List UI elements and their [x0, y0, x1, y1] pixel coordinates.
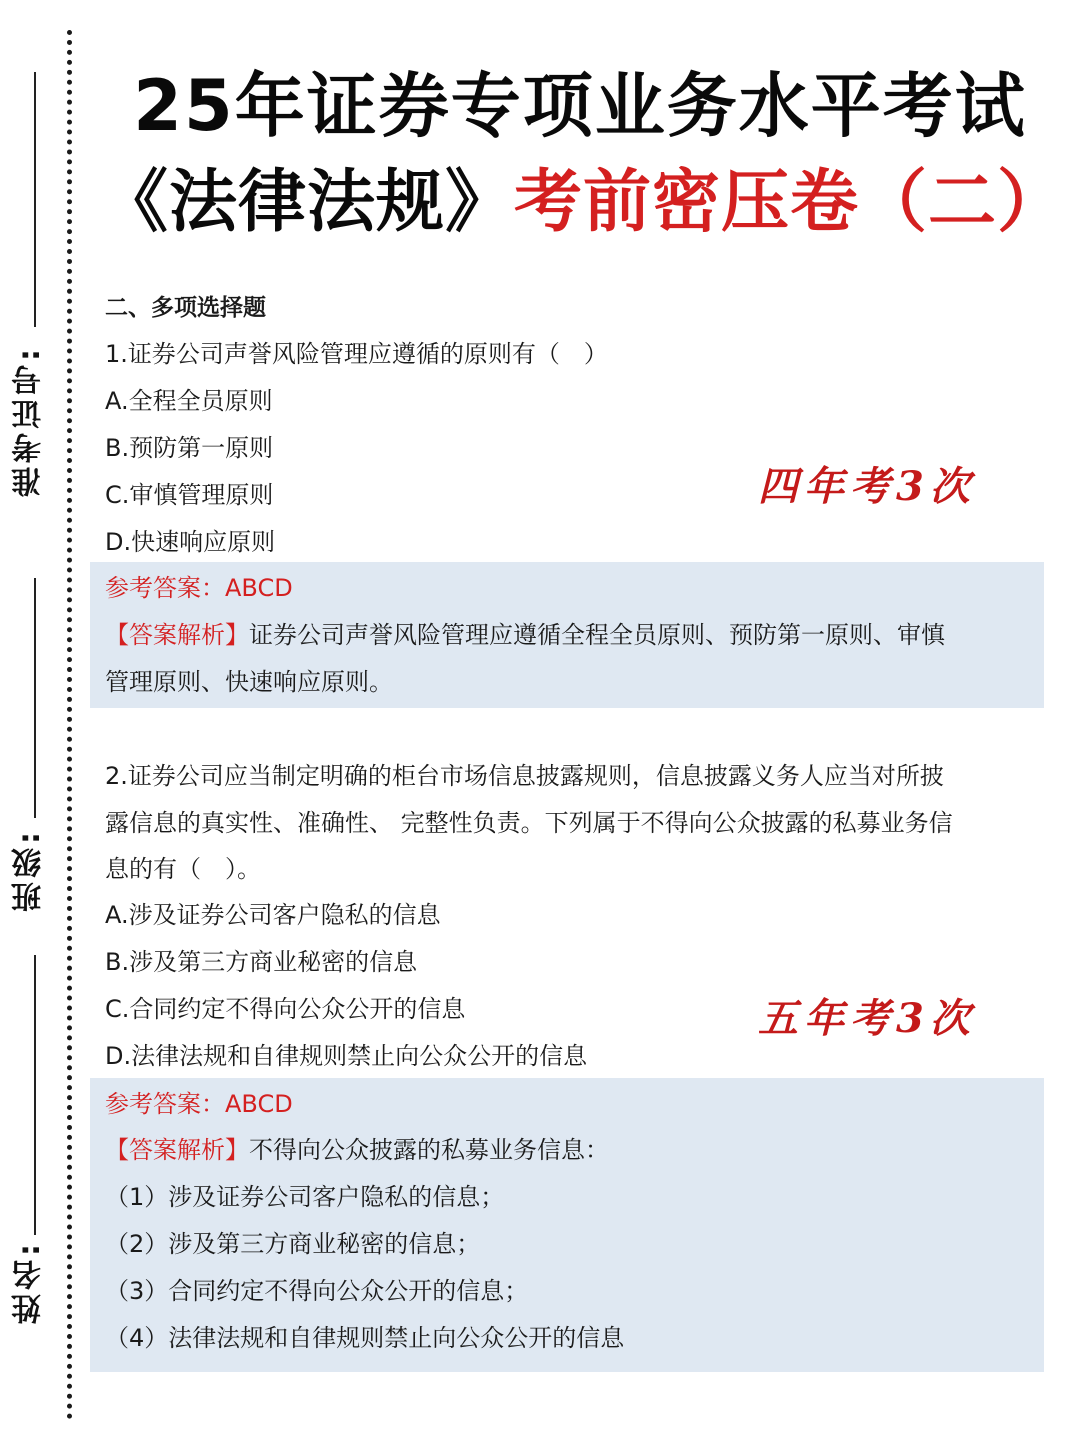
question-2-analysis-tag: 【答案解析】 [105, 1136, 249, 1164]
question-2-stem-line-3: 息的有（ ）。 [105, 855, 261, 883]
name-label: 姓名: [12, 1240, 47, 1324]
class-label: 班级: [12, 828, 47, 912]
question-1-answer: 参考答案：ABCD [105, 574, 293, 602]
page-subtitle [100, 148, 1067, 245]
question-2-frequency-note: 五年考3次 [758, 995, 976, 1042]
question-2-option-d: D.法律法规和自律规则禁止向公众公开的信息 [105, 1042, 588, 1070]
subtitle-paper: 考前密压卷（二） [514, 163, 1067, 242]
exam-number-label: 准考证号: [12, 345, 47, 497]
question-1-analysis-tag: 【答案解析】 [105, 621, 249, 649]
question-1-analysis-text: 证券公司声誉风险管理应遵循全程全员原则、预防第一原则、审慎 [249, 621, 945, 649]
question-2-analysis-line-1 [105, 1134, 609, 1166]
question-2-stem-line-1: 2.证券公司应当制定明确的柜台市场信息披露规则，信息披露义务人应当对所披 [105, 762, 944, 790]
question-2-analysis-point-2: （2）涉及第三方商业秘密的信息； [105, 1230, 481, 1258]
question-1-analysis-line-1 [105, 619, 945, 651]
question-2-answer: 参考答案：ABCD [105, 1090, 293, 1118]
name-underline [34, 955, 36, 1235]
question-2-analysis-point-3: （3）合同约定不得向公众公开的信息； [105, 1277, 529, 1305]
question-1-analysis-line-2: 管理原则、快速响应原则。 [105, 668, 393, 696]
question-2-stem-line-2: 露信息的真实性、准确性、 完整性负责。下列属于不得向公众披露的私募业务信 [105, 809, 953, 837]
question-1-frequency-note: 四年考3次 [758, 463, 976, 510]
section-heading: 二、多项选择题 [105, 295, 266, 321]
question-2-option-a: A.涉及证券公司客户隐私的信息 [105, 901, 441, 929]
exam-number-underline [34, 72, 36, 327]
subtitle-book: 《法律法规》 [100, 163, 515, 242]
question-1-option-d: D.快速响应原则 [105, 528, 276, 556]
question-1-option-a: A.全程全员原则 [105, 387, 273, 415]
question-1-option-c: C.审慎管理原则 [105, 481, 274, 509]
question-2-analysis-point-1: （1）涉及证券公司客户隐私的信息； [105, 1183, 505, 1211]
question-2-analysis-point-4: （4）法律法规和自律规则禁止向公众公开的信息 [105, 1324, 625, 1352]
class-underline [34, 578, 36, 818]
question-1-option-b: B.预防第一原则 [105, 434, 274, 462]
question-1-stem: 1.证券公司声誉风险管理应遵循的原则有（ ） [105, 340, 608, 368]
question-2-option-c: C.合同约定不得向公众公开的信息 [105, 995, 466, 1023]
page-title: 25年证券专项业务水平考试 [133, 65, 1027, 147]
question-2-analysis-text: 不得向公众披露的私募业务信息： [249, 1136, 609, 1164]
question-2-option-b: B.涉及第三方商业秘密的信息 [105, 948, 418, 976]
binding-dotted-line [67, 30, 72, 1420]
